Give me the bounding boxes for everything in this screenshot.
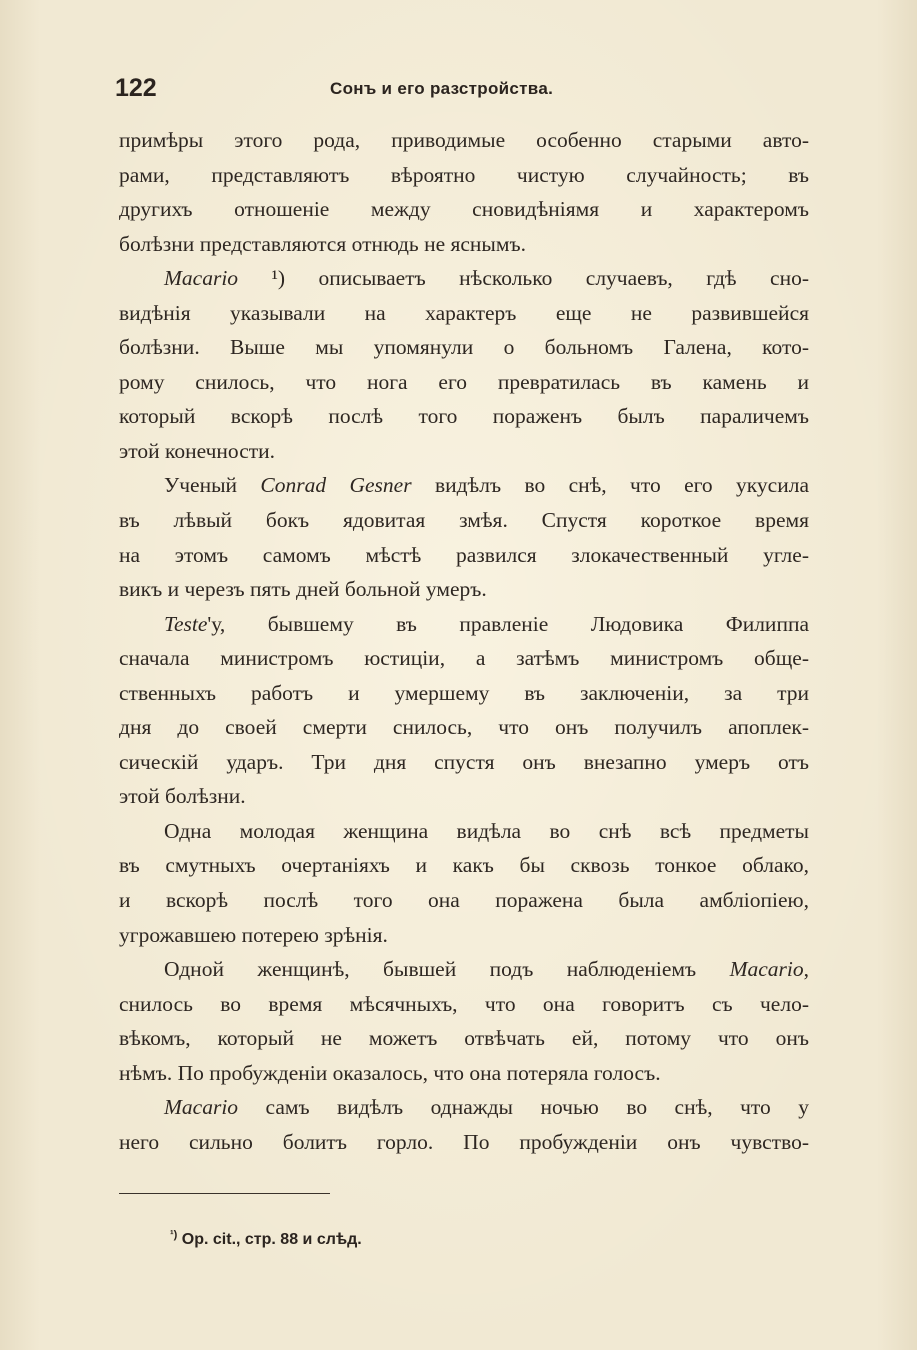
text-line	[119, 1090, 809, 1125]
text-line	[119, 434, 809, 469]
body-text	[119, 123, 809, 1159]
text-run: ¹) описываетъ нѣсколько случаевъ, гдѣ сно-	[238, 266, 809, 291]
text-line	[119, 158, 809, 193]
text-line	[119, 1125, 809, 1160]
text-run: въ лѣвый бокъ ядовитая змѣя. Спустя короткое время	[119, 508, 809, 533]
text-line	[119, 848, 809, 883]
italic-name: Teste	[164, 611, 208, 636]
running-title: Сонъ и его разстройства.	[330, 79, 554, 98]
italic-name: Macario	[164, 1095, 239, 1120]
text-run: Ученый	[164, 473, 261, 498]
text-line	[119, 192, 809, 227]
text-run: викъ и черезъ пять дней больной умеръ.	[119, 577, 487, 602]
text-run: сическій ударъ. Три дня спустя онъ внезапно умеръ отъ	[119, 749, 809, 774]
text-run: въ смутныхъ очертаніяхъ и какъ бы сквозь тонкое облако,	[119, 853, 809, 878]
text-run: видѣнія указывали на характеръ еще не развившейся	[119, 300, 809, 325]
text-line	[119, 468, 809, 503]
text-line	[119, 676, 809, 711]
text-line	[119, 883, 809, 918]
text-run: нѣмъ. По пробужденіи оказалось, что она потеряла голосъ.	[119, 1060, 661, 1085]
text-line	[119, 779, 809, 814]
text-line	[119, 123, 809, 158]
text-line	[119, 227, 809, 262]
text-run: на этомъ самомъ мѣстѣ развился злокачественный угле-	[119, 542, 809, 567]
text-line	[119, 1056, 809, 1091]
text-line	[119, 918, 809, 953]
text-line	[119, 607, 809, 642]
text-line	[119, 296, 809, 331]
footnote	[170, 1220, 362, 1255]
text-run: сначала министромъ юстиціи, а затѣмъ министромъ обще-	[119, 646, 809, 671]
text-line	[119, 952, 809, 987]
page-number: 122	[115, 74, 157, 102]
text-run: болѣзни представляются отнюдь не яснымъ.	[119, 231, 526, 256]
text-run: и вскорѣ послѣ того она поражена была амбліопіею,	[119, 888, 809, 913]
text-run: болѣзни. Выше мы упомянули о больномъ Галена, кото-	[119, 335, 809, 360]
text-run: дня до своей смерти снилось, что онъ получилъ апоплек-	[119, 715, 809, 740]
text-line	[119, 1021, 809, 1056]
text-run: этой конечности.	[119, 438, 276, 463]
text-line	[119, 330, 809, 365]
text-run: рами, представляютъ вѣроятно чистую случайность; въ	[119, 162, 809, 187]
text-run: примѣры этого рода, приводимые особенно старыми авто-	[119, 128, 809, 152]
text-line	[119, 814, 809, 849]
text-run: 'у, бывшему въ правленіе Людовика Филиппа	[207, 611, 809, 636]
text-line	[119, 987, 809, 1022]
text-run: снилось во время мѣсячныхъ, что она говоритъ съ чело-	[119, 991, 809, 1016]
text-run: него сильно болитъ горло. По пробужденіи онъ чувство-	[119, 1129, 809, 1154]
footnote-marker: ¹)	[170, 1229, 178, 1241]
text-line	[119, 399, 809, 434]
text-line	[119, 503, 809, 538]
text-run: этой болѣзни.	[119, 784, 246, 809]
text-line	[119, 261, 809, 296]
text-line	[119, 710, 809, 745]
text-line	[119, 641, 809, 676]
text-line	[119, 572, 809, 607]
text-line	[119, 538, 809, 573]
text-run: самъ видѣлъ однажды ночью во снѣ, что у	[238, 1095, 809, 1120]
text-run: другихъ отношеніе между сновидѣніямя и характеромъ	[119, 197, 809, 222]
footnote-divider	[119, 1193, 330, 1194]
text-run: Одной женщинѣ, бывшей подъ наблюденіемъ	[164, 957, 730, 982]
italic-name: Macario	[729, 957, 804, 982]
italic-name: Macario	[164, 266, 239, 291]
text-run: вѣкомъ, который не можетъ отвѣчать ей, потому что онъ	[119, 1026, 809, 1051]
text-run: видѣлъ во снѣ, что его укусила	[411, 473, 809, 498]
text-run: Одна молодая женщина видѣла во снѣ всѣ предметы	[164, 818, 809, 843]
text-run: который вскорѣ послѣ того пораженъ былъ параличемъ	[119, 404, 809, 429]
italic-name: Conrad Gesner	[260, 473, 412, 498]
text-line	[119, 745, 809, 780]
footnote-text: Op. cit., стр. 88 и слѣд.	[181, 1231, 362, 1248]
page-header	[115, 70, 815, 106]
text-run: угрожавшею потерею зрѣнія.	[119, 922, 388, 947]
text-run: рому снилось, что нога его превратилась въ камень и	[119, 369, 809, 394]
text-run: ственныхъ работъ и умершему въ заключеніи, за три	[119, 680, 809, 705]
text-line	[119, 365, 809, 400]
text-run: ,	[803, 957, 809, 982]
